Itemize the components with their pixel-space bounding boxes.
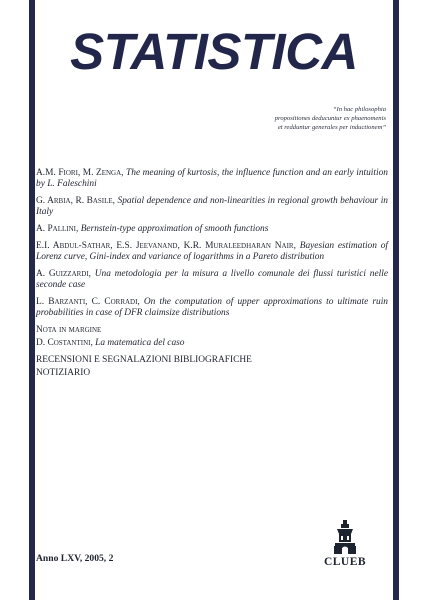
article-authors: A.M. Fiori, M. Zenga, [36, 168, 124, 178]
article-authors: A. Guizzardi, [36, 269, 92, 279]
article-title: The meaning of kurtosis, the influence function and an early intuition by L. Faleschini [36, 168, 388, 189]
section-news: NOTIZIARIO [36, 368, 91, 378]
margin-authors: D. Costantini, [36, 338, 93, 348]
margin-section-heading: Nota in margine [36, 325, 102, 335]
table-of-contents [36, 168, 388, 385]
article-entry [36, 297, 388, 319]
article-authors: L. Barzanti, C. Corradi, [36, 297, 140, 307]
article-entry [36, 196, 388, 218]
right-vertical-rule [393, 0, 399, 600]
article-entry [36, 168, 388, 190]
issue-info: Anno LXV, 2005, 2 [36, 553, 114, 564]
motto-line-3: et redduntur generales per inductionem” [277, 124, 386, 131]
section-reviews: RECENSIONI E SEGNALAZIONI BIBLIOGRAFICHE [36, 355, 252, 365]
article-title: Bernstein-type approximation of smooth functions [78, 224, 269, 234]
article-authors: E.I. Abdul-Sathar, E.S. Jeevanand, K.R. Muraleedharan Nair, [36, 241, 296, 251]
motto-line-1: “In hac philosophia [332, 106, 386, 113]
article-entry [36, 269, 388, 291]
margin-title: La matematica del caso [92, 338, 185, 348]
publisher-name: CLUEB [323, 556, 367, 568]
article-title: Spatial dependence and non-linearities in regional growth behaviour in Italy [36, 196, 388, 217]
left-vertical-rule [29, 0, 35, 600]
article-title: Bayesian estimation of Lorenz curve, Gini-index and variance of logarithms in a Pareto distribution [36, 241, 389, 262]
motto [200, 105, 386, 132]
article-authors: A. Pallini, [36, 224, 79, 234]
motto-line-2: propositiones deducuntur ex phaenomenis [274, 115, 386, 122]
journal-title: STATISTICA [70, 23, 358, 80]
article-authors: G. Arbia, R. Basile, [36, 196, 116, 206]
article-title: Una metodologia per la misura a livello comunale dei flussi turistici nelle seconde case [36, 269, 388, 290]
article-entry [36, 224, 388, 235]
article-title: On the computation of upper approximations to ultimate ruin probabilities in case of DFR claimsize distributions [36, 297, 388, 318]
margin-entry [36, 338, 388, 349]
article-entry [36, 241, 388, 263]
